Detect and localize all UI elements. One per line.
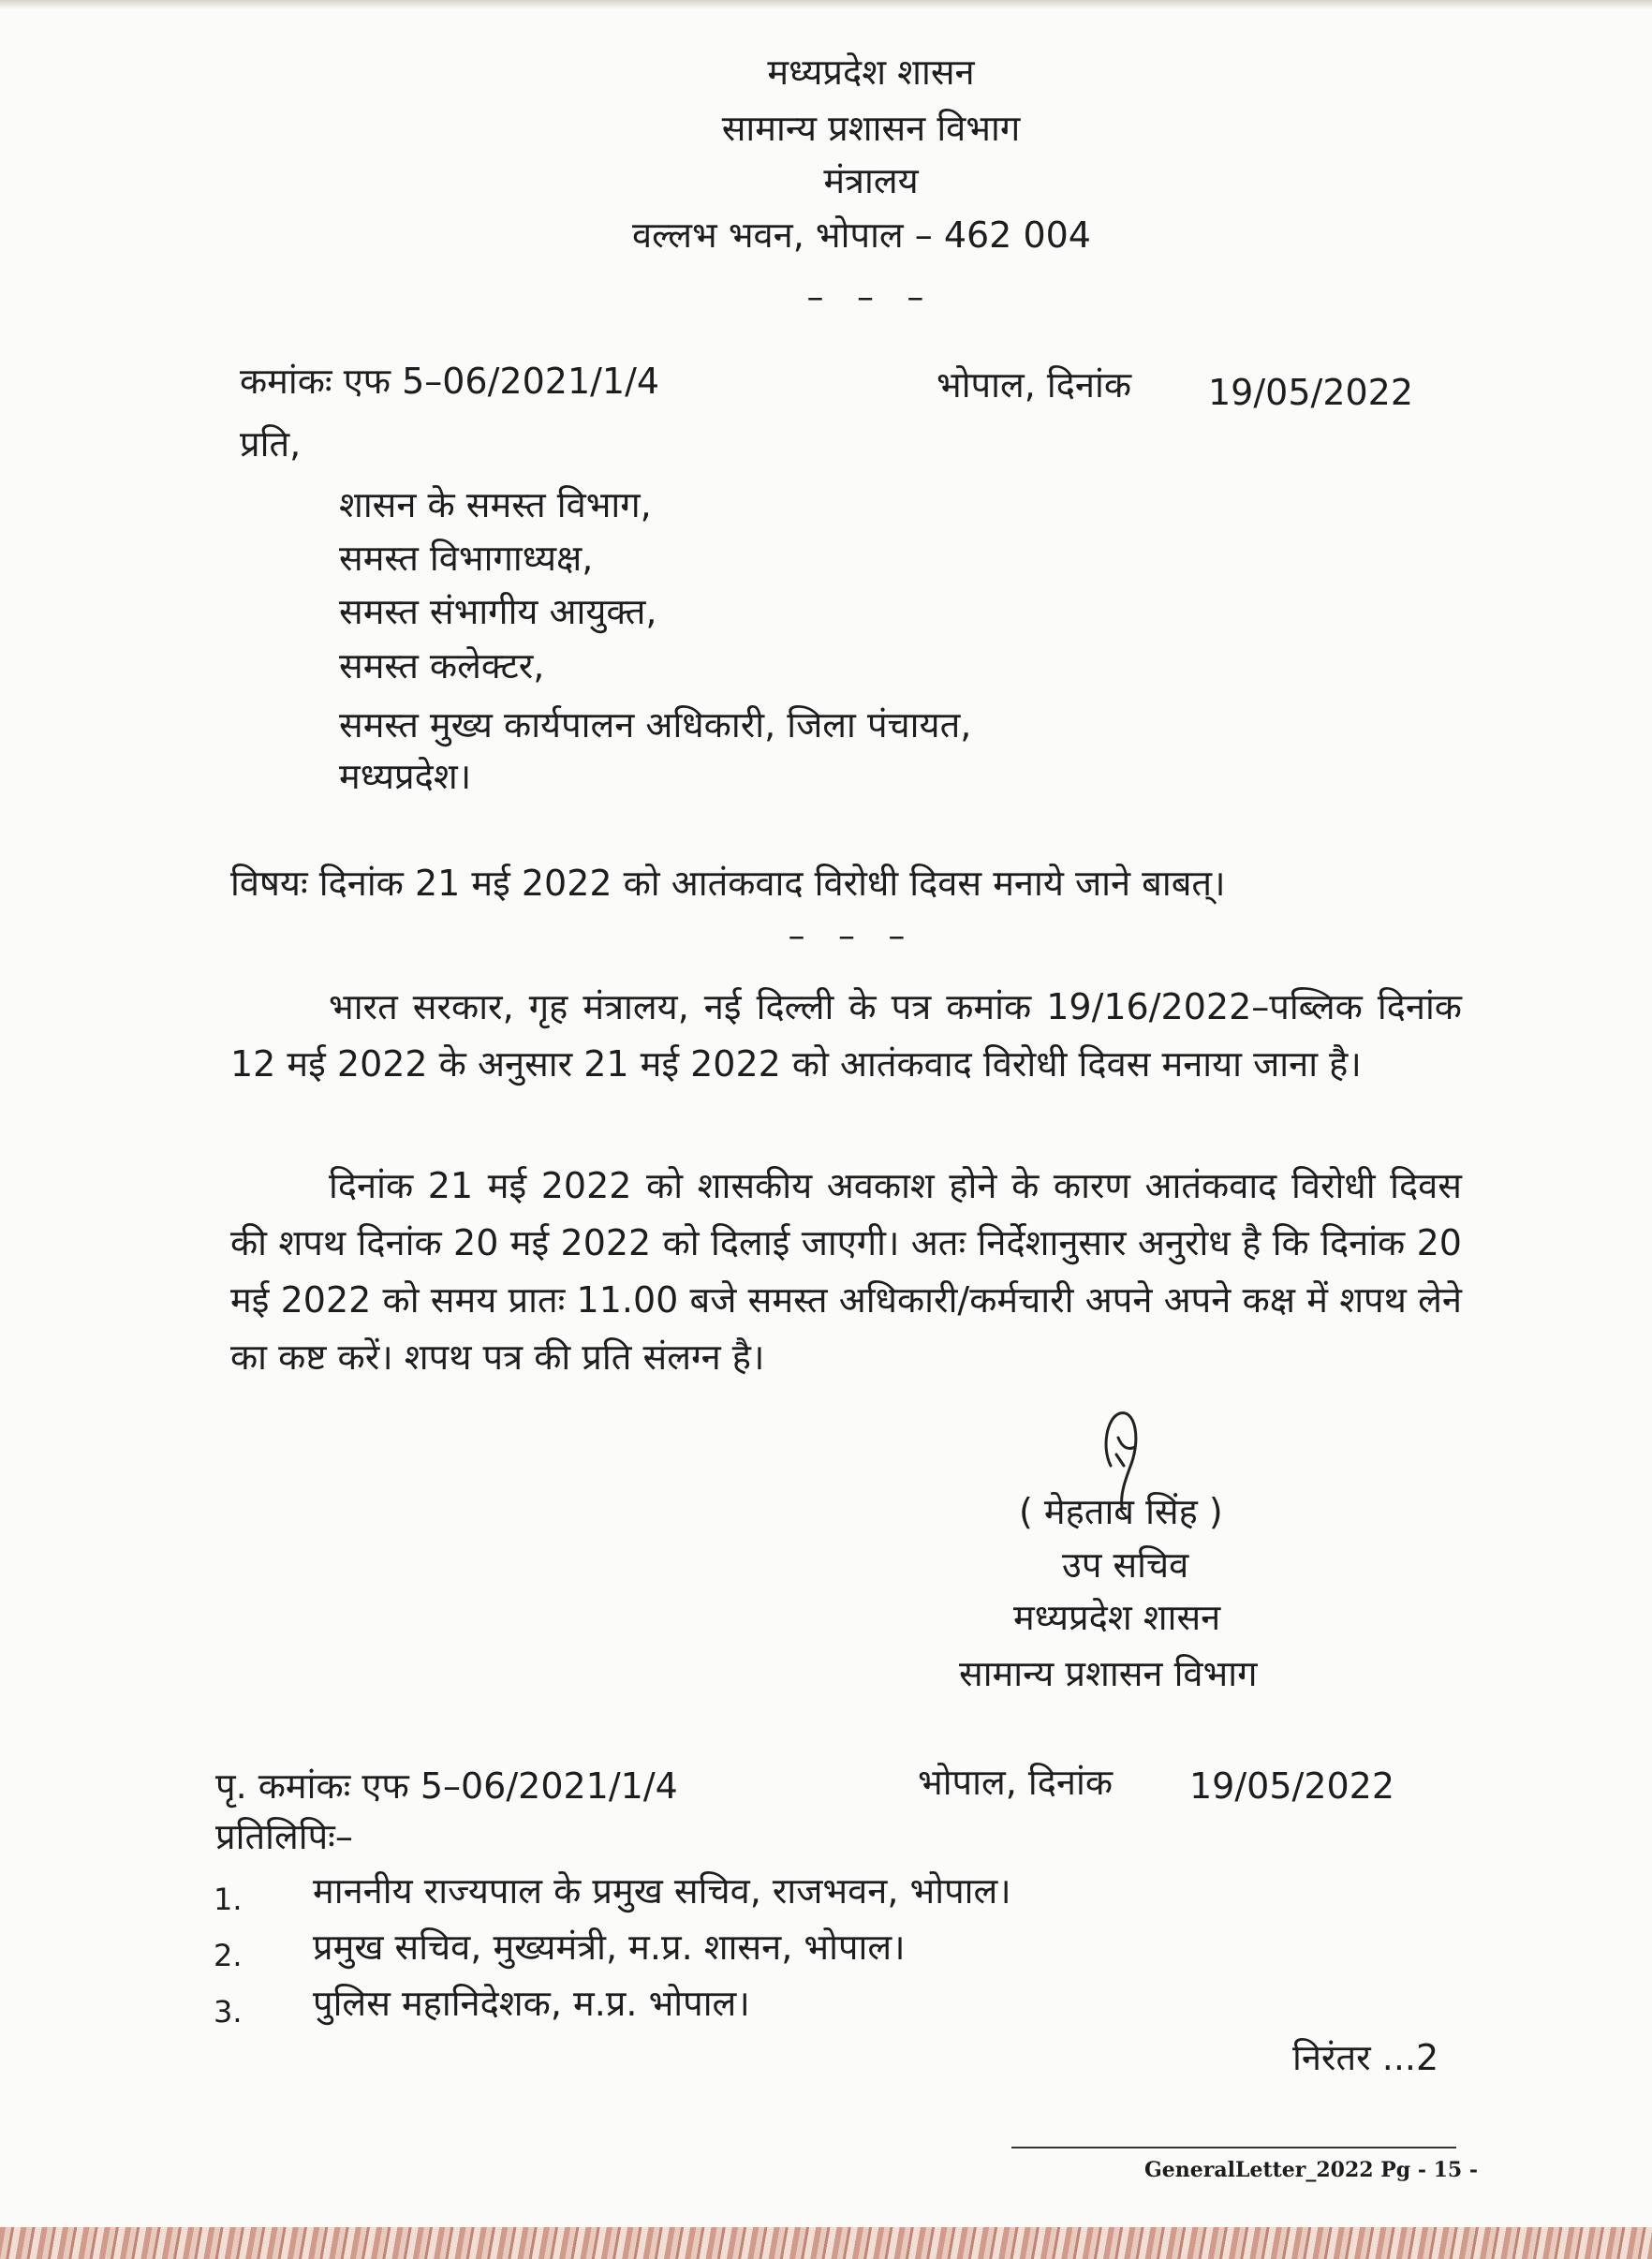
copy-item-text: प्रमुख सचिव, मुख्यमंत्री, म.प्र. शासन, भोपाल। [313, 1927, 906, 1968]
addressee-line: समस्त संभागीय आयुक्त, [339, 591, 657, 632]
signatory-designation: उप सचिव [1062, 1544, 1189, 1586]
header-line-2: सामान्य प्रशासन विभाग [721, 108, 1021, 149]
endorsement-place-date-label: भोपाल, दिनांक [918, 1762, 1114, 1803]
endorsement-date: 19/05/2022 [1189, 1765, 1395, 1807]
copy-item-number: 3. [214, 1994, 243, 2030]
to-label: प्रति, [240, 423, 302, 465]
paper-top-edge [0, 0, 1652, 9]
reference-number: कमांकः एफ 5–06/2021/1/4 [240, 361, 660, 402]
subject-separator: – – – [788, 917, 917, 955]
copy-item-number: 1. [214, 1882, 243, 1917]
continued-marker: निरंतर ...2 [1292, 2037, 1439, 2078]
header-line-3: मंत्रालय [823, 160, 919, 201]
subject-line: विषयः दिनांक 21 मई 2022 को आतंकवाद विरोधी दिवस मनाये जाने बाबत्। [230, 863, 1226, 904]
copy-label: प्रतिलिपिः– [215, 1816, 353, 1857]
footer-rule [1011, 2147, 1456, 2148]
reference-date: 19/05/2022 [1208, 372, 1414, 413]
header-separator: – – – [806, 278, 936, 317]
signatory-office-1: मध्यप्रदेश शासन [1013, 1597, 1221, 1638]
copy-item-text: पुलिस महानिदेशक, म.प्र. भोपाल। [313, 1983, 750, 2024]
addressee-line: समस्त मुख्य कार्यपालन अधिकारी, जिला पंचायत, [339, 704, 972, 746]
header-line-4: वल्लभ भवन, भोपाल – 462 004 [632, 214, 1091, 256]
signatory-office-2: सामान्य प्रशासन विभाग [959, 1653, 1258, 1694]
paper-bottom-edge [0, 2227, 1652, 2259]
addressee-line: शासन के समस्त विभाग, [339, 484, 652, 525]
footer-tag: GeneralLetter_2022 Pg - 15 - [1144, 2158, 1479, 2182]
body-paragraph-2: दिनांक 21 मई 2022 को शासकीय अवकाश होने के कारण आतंकवाद विरोधी दिवस की शपथ दिनांक 20 मई 2022 को दिलाई जाएगी। अतः निर्देशानुसार अनुरोध है कि दिनांक 20 मई 2022 को समय प्रातः 11.00 बजे समस्त अधिकारी/कर्मचारी अपने अपने कक्ष में शपथ लेने का कष्ट करें। शपथ पत्र की प्रति संलग्न है। [230, 1165, 1462, 1378]
addressee-line: समस्त विभागाध्यक्ष, [339, 538, 594, 579]
endorsement-number: पृ. कमांकः एफ 5–06/2021/1/4 [215, 1765, 678, 1807]
header-line-1: मध्यप्रदेश शासन [767, 52, 975, 93]
addressee-line: मध्यप्रदेश। [339, 756, 472, 797]
body-paragraph-1: भारत सरकार, गृह मंत्रालय, नई दिल्ली के पत्र कमांक 19/16/2022–पब्लिक दिनांक 12 मई 2022 के अनुसार 21 मई 2022 को आतंकवाद विरोधी दिवस मनाया जाना है। [230, 986, 1462, 1085]
copy-item-number: 2. [214, 1938, 243, 1973]
signatory-name: ( मेहताब सिंह ) [1019, 1491, 1223, 1532]
copy-item-text: माननीय राज्यपाल के प्रमुख सचिव, राजभवन, भोपाल। [313, 1870, 1011, 1912]
reference-place-date-label: भोपाल, दिनांक [937, 364, 1132, 406]
addressee-line: समस्त कलेक्टर, [339, 645, 545, 687]
